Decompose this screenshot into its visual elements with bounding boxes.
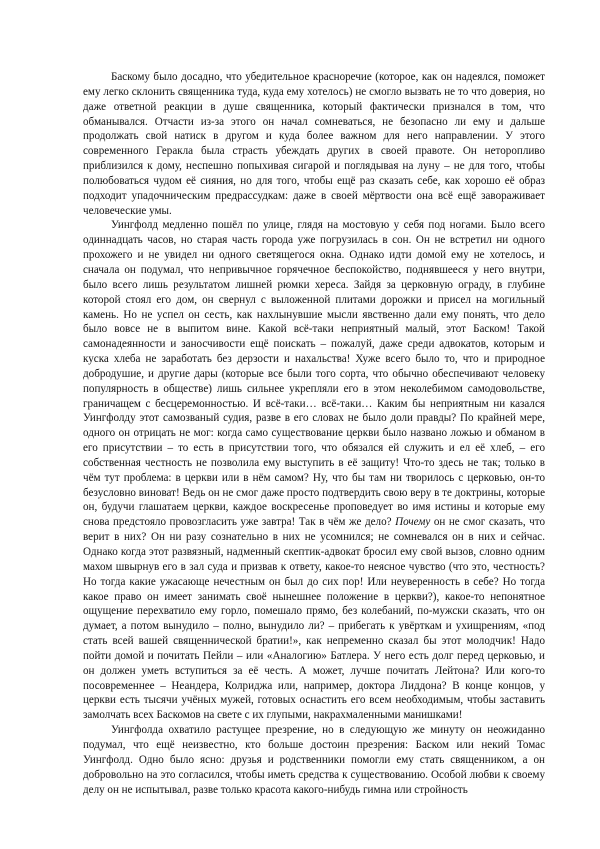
document-text bbox=[83, 70, 545, 797]
paragraph-text: Уингфолда охватило растущее презрение, но в следующую же минуту он неожиданно подумал, что ещё неизвестно, кто больше достоин презрения: Баском или некий Томас Уингфолд. Одно было ясно: друзья и родственники помогли ему стать священником, а он добровольно на это согласился, чтобы иметь средства к существованию. Особой любви к своему делу он не испытывал, разве только красота какого-нибудь гимна или стройность bbox=[83, 724, 545, 796]
paragraph-text: Баскому было досадно, что убедительное красноречие (которое, как он надеялся, поможет ему легко склонить священника туда, куда ему хотелось) не смогло вызвать не то что доверия, но даже ответной реакции в душе священника, который фактически признался в том, что обманывался. Отчасти из-за этого он начал сомневаться, не безопасно ли ему и дальше продолжать свой натиск в другом и куда более важном для него направлении. У этого современного Геракла была страсть убеждать других в своей правоте. Он неторопливо приблизился к дому, неспешно попыхивая сигарой и поглядывая на луну – не для того, чтобы полюбоваться чудом её сияния, но для того, чтобы ещё раз сказать себе, как хорошо её образ подходит упадочническим предрассудкам: даже в своей мёртвости она всё ещё завораживает человеческие умы. bbox=[83, 71, 545, 217]
paragraph-text: он не смог сказать, что верит в них? Он ни разу сознательно в них не усомнился; не сомневался он в них и сейчас. Однако когда этот развязный, надменный скептик-адвокат бросил ему свой вызов, словно одним махом швырнув его в зал суда и призвав к ответу, какое-то неясное чувство (что это, честность? Но тогда какие ужасающе нечестным он был до сих пор! Или неуверенность в себе? Но тогда какое право он имеет занимать своё нынешнее положение в церкви?), какое-то непонятное ощущение перехватило ему горло, помешало прямо, без колебаний, по-мужски сказать, что он думает, а потом вынудило – полно, вынудило ли? – прибегать к увёрткам и ухищрениям, «под стать всей вашей священнической братии!», как непременно сказал бы этот молодчик! Надо пойти домой и почитать Пейли – или «Аналогию» Батлера. У него есть долг перед церковью, и он должен уметь вступиться за её честь. А может, лучше почитать Лейтона? Или кого-то посовременнее – Неандера, Колриджа или, например, доктора Лиддона? В конце концов, у церкви есть тысячи учёных мужей, готовых оснастить его всем необходимым, чтобы заставить замолчать всех Баскомов на свете с их глупыми, накрахмаленными манишками! bbox=[83, 516, 545, 722]
paragraph-3 bbox=[83, 723, 545, 797]
paragraph-text: Уингфолд медленно пошёл по улице, глядя на мостовую у себя под ногами. Было всего одиннадцать часов, но старая часть города уже погрузилась в сон. Он не встретил ни одного прохожего и не увидел ни одного светящегося окна. Однако идти домой ему не хотелось, и сначала он подумал, что непривычное горячечное беспокойство, поднявшееся у него внутри, было всего лишь результатом лишней рюмки хереса. Зайдя за церковную ограду, в глубине которой стоял его дом, он свернул с выложенной плитами дорожки и присел на могильный камень. Но не успел он сесть, как нахлынувшие мысли явственно дали ему понять, что дело было вовсе не в выпитом вине. Какой всё-таки неприятный малый, этот Баском! Такой самонадеянности и заносчивости ещё поискать – пожалуй, даже среди адвокатов, которым и куска хлеба не заработать без дерзости и нахальства! Хуже всего было то, что и природное добродушие, и другие дары (которые все были того сорта, что обычно обеспечивают человеку популярность в обществе) лишь сильнее укрепляли его в этом неколебимом самодовольстве, граничащем с бесцеремонностью. И всё-таки… всё-таки… Каким бы неприятным ни казался Уингфолду этот самозваный судия, разве в его словах не было доли правды? По крайней мере, одного он отрицать не мог: когда само существование церкви было названо ложью и обманом в его присутствии – то есть в присутствии того, что обязался ей служить и ел её хлеб, – его собственная честность не позволила ему выступить в её защиту! Что-то здесь не так; только в чём тут проблема: в церкви или в нём самом? Ну, что бы там ни творилось с церковью, он-то безусловно виноват! Ведь он не смог даже просто подтвердить свою веру в те доктрины, которые он, будучи глашатаем церкви, каждое воскресенье проповедует во имя истины и которые ему снова предстояло провозгласить уже завтра! Так в чём же дело? bbox=[83, 219, 545, 529]
italic-emphasis: Почему bbox=[395, 516, 431, 529]
paragraph-2 bbox=[83, 218, 545, 723]
paragraph-1 bbox=[83, 70, 545, 218]
